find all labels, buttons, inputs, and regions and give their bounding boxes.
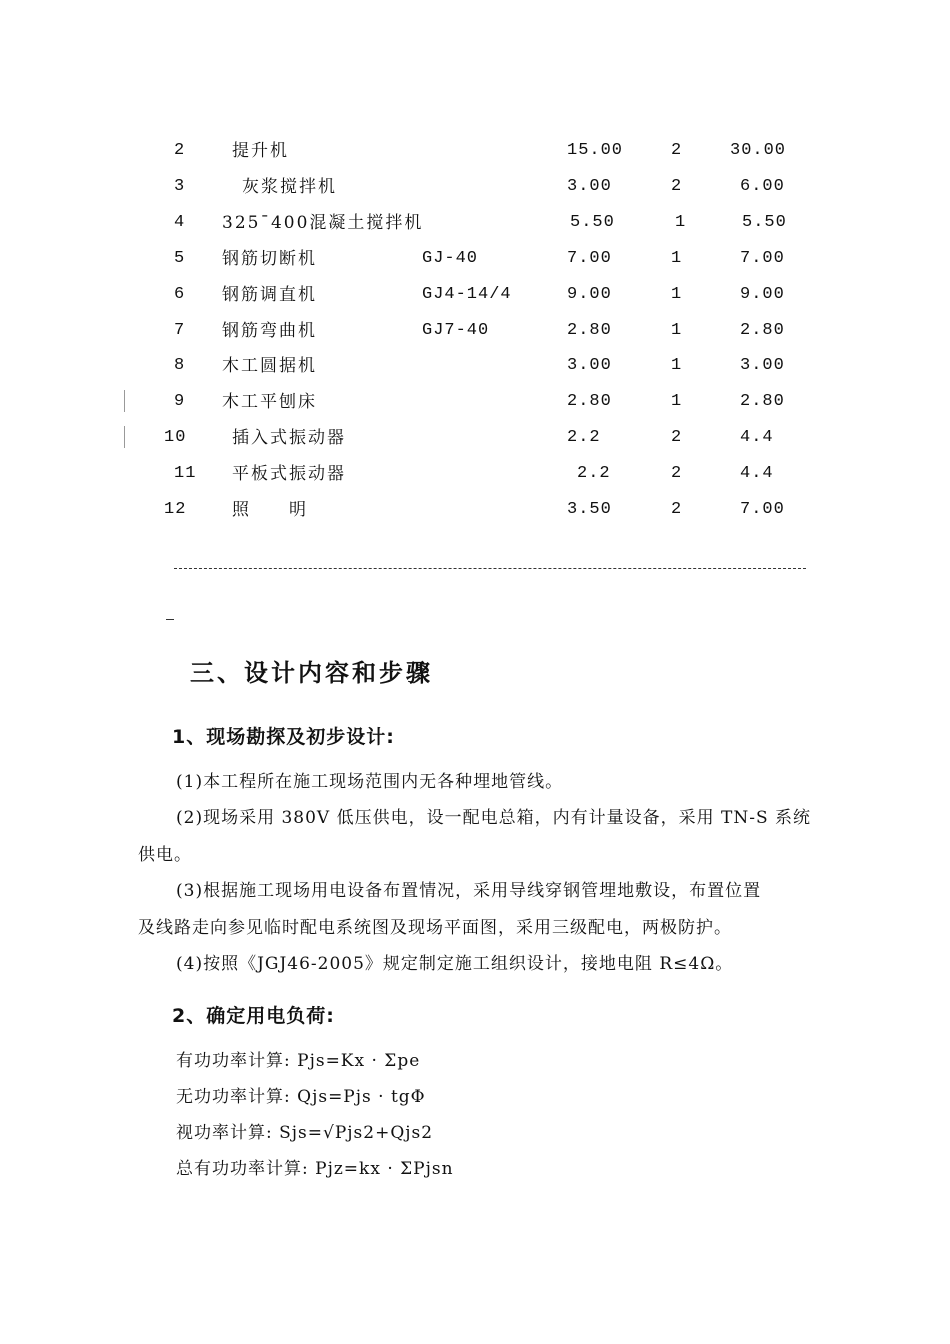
table-cell-total: 6.00	[740, 176, 785, 196]
table-cell-power: 2.80	[567, 320, 612, 340]
table-cell-no: 7	[174, 320, 186, 340]
table-cell-no: 12	[164, 500, 187, 519]
subsection-title-1: 1、现场勘探及初步设计:	[172, 726, 395, 748]
formula-total-active-power: 总有功功率计算: Pjz=kx · ΣPjsn	[176, 1159, 454, 1179]
table-cell-name: 照 明	[232, 500, 308, 520]
table-cell-name: 木工圆据机	[222, 356, 317, 377]
subsection-title-2: 2、确定用电负荷:	[172, 1005, 335, 1027]
table-cell-qty: 1	[671, 392, 683, 412]
table-cell-total: 30.00	[730, 141, 787, 160]
table-cell-qty: 2	[671, 141, 683, 160]
table-cell-qty: 1	[675, 212, 687, 232]
paragraph-2a: (2)现场采用 380V 低压供电，设一配电总箱，内有计量设备，采用 TN-S 系统	[176, 808, 812, 828]
table-cell-no: 4	[174, 212, 186, 232]
table-cell-name: 钢筋切断机	[222, 248, 317, 269]
table-cell-power: 15.00	[567, 141, 624, 160]
section-title: 三、设计内容和步骤	[190, 659, 433, 687]
formula-apparent-power: 视功率计算: Sjs=√Pjs2+Qjs2	[176, 1123, 434, 1143]
table-cell-qty: 1	[671, 284, 683, 304]
dashed-divider	[174, 568, 806, 569]
margin-mark	[124, 426, 125, 448]
table-cell-name: 提升机	[232, 141, 289, 161]
paragraph-4: (4)按照《JGJ46-2005》规定制定施工组织设计，接地电阻 R≤4Ω。	[176, 954, 734, 974]
table-cell-no: 10	[164, 428, 187, 448]
table-cell-total: 4.4	[740, 428, 774, 448]
table-cell-power: 2.2	[567, 428, 601, 448]
table-cell-model: GJ-40	[422, 248, 479, 268]
table-cell-name: 平板式振动器	[232, 464, 346, 485]
table-cell-power: 2.80	[567, 392, 612, 412]
table-cell-total: 5.50	[742, 212, 787, 232]
formula-reactive-power: 无功功率计算: Qjs=Pjs · tgΦ	[176, 1087, 426, 1107]
table-cell-qty: 1	[671, 248, 683, 268]
formula-active-power: 有功功率计算: Pjs=Kx · Σpe	[176, 1051, 421, 1071]
table-cell-total: 2.80	[740, 320, 785, 340]
margin-mark	[124, 390, 125, 412]
paragraph-3b: 及线路走向参见临时配电系统图及现场平面图，采用三级配电，两极防护。	[138, 918, 732, 938]
table-cell-qty: 2	[671, 500, 683, 519]
paragraph-1: (1)本工程所在施工现场范围内无各种埋地管线。	[176, 772, 564, 792]
table-cell-power: 3.00	[567, 356, 612, 376]
table-cell-qty: 2	[671, 464, 683, 484]
paragraph-2b: 供电。	[138, 845, 192, 865]
table-cell-name: 插入式振动器	[232, 428, 346, 449]
table-cell-no: 8	[174, 356, 186, 376]
table-cell-qty: 2	[671, 176, 683, 196]
table-cell-no: 2	[174, 141, 186, 160]
table-cell-no: 3	[174, 176, 186, 196]
table-cell-total: 7.00	[740, 248, 785, 268]
table-cell-power: 3.00	[567, 176, 612, 196]
table-cell-name: 木工平刨床	[222, 392, 317, 413]
table-cell-power: 7.00	[567, 248, 612, 268]
table-cell-no: 6	[174, 284, 186, 304]
table-cell-total: 3.00	[740, 356, 785, 376]
table-cell-qty: 1	[671, 320, 683, 340]
dashed-divider-end	[166, 619, 174, 620]
table-cell-name: 325¯400混凝土搅拌机	[222, 212, 424, 233]
table-cell-no: 9	[174, 392, 186, 412]
table-cell-model: GJ4-14/4	[422, 284, 512, 304]
table-cell-qty: 1	[671, 356, 683, 376]
table-cell-name: 钢筋调直机	[222, 284, 317, 305]
table-cell-total: 4.4	[740, 464, 774, 484]
paragraph-3a: (3)根据施工现场用电设备布置情况，采用导线穿钢管埋地敷设，布置位置	[176, 881, 762, 901]
table-cell-power: 9.00	[567, 284, 612, 304]
table-cell-power: 2.2	[577, 464, 611, 484]
table-cell-name: 灰浆搅拌机	[242, 176, 337, 197]
table-cell-total: 7.00	[740, 500, 785, 519]
table-cell-total: 9.00	[740, 284, 785, 304]
table-cell-total: 2.80	[740, 392, 785, 412]
table-cell-qty: 2	[671, 428, 683, 448]
table-cell-name: 钢筋弯曲机	[222, 320, 317, 341]
table-cell-no: 5	[174, 248, 186, 268]
table-cell-no: 11	[174, 464, 197, 484]
table-cell-model: GJ7-40	[422, 320, 490, 340]
table-cell-power: 5.50	[570, 212, 615, 232]
table-cell-power: 3.50	[567, 500, 612, 519]
